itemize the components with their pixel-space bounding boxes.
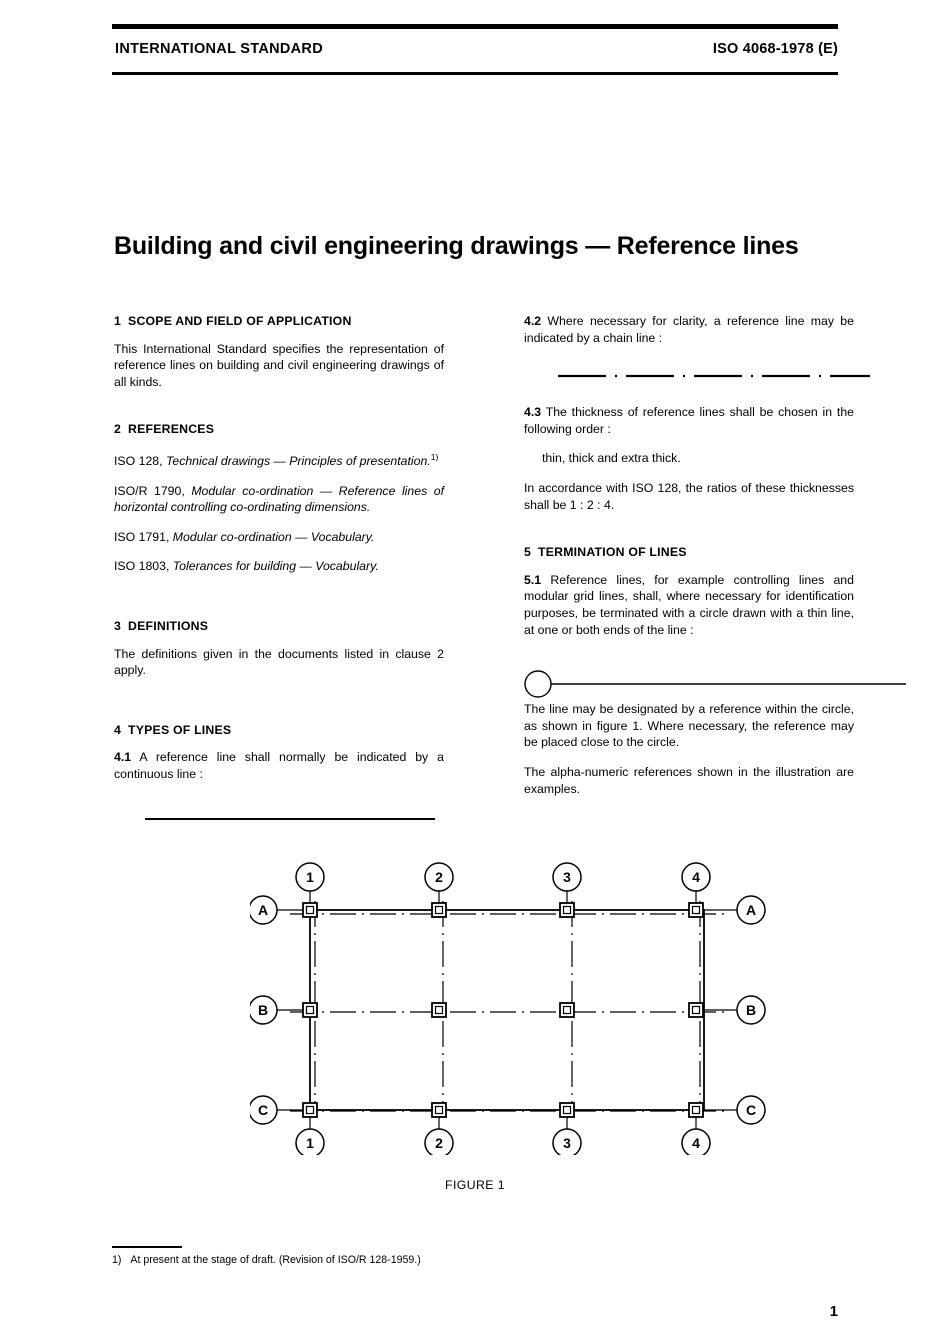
section-5-heading bbox=[524, 544, 854, 561]
figure-label-right-b: B bbox=[745, 1002, 757, 1018]
footnote bbox=[112, 1254, 421, 1266]
chain-line-sample-space bbox=[524, 359, 854, 404]
spacer bbox=[524, 526, 854, 544]
reference-code: ISO 1803, bbox=[114, 559, 170, 574]
section-2-title: REFERENCES bbox=[128, 422, 215, 437]
header-standard-label: INTERNATIONAL STANDARD bbox=[115, 41, 323, 57]
section-1-paragraph: This International Standard specifies the representation of reference lines on building and civil engineering drawings of all kinds. bbox=[114, 341, 444, 389]
clause-4-2-number: 4.2 bbox=[524, 314, 542, 328]
clause-5-1 bbox=[524, 572, 854, 638]
grid-node-markers bbox=[303, 903, 703, 1117]
reference-title: Modular co-ordination — Vocabulary. bbox=[172, 529, 375, 544]
grid-chain-lines-vertical bbox=[315, 901, 700, 1113]
figure-label-bottom-4: 4 bbox=[692, 1135, 700, 1151]
reference-title: Tolerances for building — Vocabulary. bbox=[172, 559, 379, 574]
section-1-number: 1 bbox=[114, 314, 122, 328]
reference-item bbox=[114, 558, 444, 575]
footnote-separator bbox=[112, 1246, 182, 1248]
perimeter-continuous-lines bbox=[310, 910, 704, 1110]
reference-item bbox=[114, 483, 444, 516]
figure-label-top-1: 1 bbox=[306, 869, 314, 885]
reference-code: ISO/R 1790, bbox=[114, 483, 185, 498]
clause-4-3-list: thin, thick and extra thick. bbox=[542, 451, 681, 466]
leader-lines bbox=[277, 877, 737, 1143]
clause-4-1-text: A reference line shall normally be indicated by a continuous line : bbox=[114, 750, 444, 781]
figure-label-left-b: B bbox=[257, 1002, 269, 1018]
termination-circle bbox=[525, 671, 551, 697]
figure-label-bottom-3: 3 bbox=[563, 1135, 571, 1151]
figure-label-top-3: 3 bbox=[563, 869, 571, 885]
page-title: Building and civil engineering drawings — Reference lines bbox=[114, 232, 799, 260]
figure-label-right-a: A bbox=[745, 902, 757, 918]
reference-code: ISO 128, bbox=[114, 454, 163, 469]
clause-4-3-note: In accordance with ISO 128, the ratios of these thicknesses shall be 1 : 2 : 4. bbox=[524, 480, 854, 512]
footnote-marker: 1) bbox=[430, 451, 439, 462]
clause-4-1 bbox=[114, 749, 444, 782]
clause-4-3 bbox=[524, 404, 854, 437]
reference-code: ISO 1791, bbox=[114, 529, 170, 544]
header-standard-number: ISO 4068-1978 (E) bbox=[712, 41, 838, 57]
right-column bbox=[524, 313, 854, 797]
section-3-heading bbox=[114, 618, 444, 635]
page-number: 1 bbox=[829, 1303, 838, 1320]
section-3-title: DEFINITIONS bbox=[128, 619, 209, 634]
figure-label-right-c: C bbox=[745, 1102, 757, 1118]
header-top-rule bbox=[112, 24, 838, 29]
section-4-number: 4 bbox=[114, 722, 122, 737]
examples-paragraph: The alpha-numeric references shown in the illustration are examples. bbox=[524, 764, 854, 796]
chain-line-sample bbox=[558, 374, 870, 377]
section-3-paragraph: The definitions given in the documents listed in clause 2 apply. bbox=[114, 646, 444, 678]
figure-label-top-4: 4 bbox=[692, 869, 700, 885]
figure-caption: FIGURE 1 bbox=[445, 1178, 505, 1192]
figure-label-left-a: A bbox=[257, 902, 269, 918]
figure-label-bottom-1: 1 bbox=[306, 1135, 314, 1151]
designation-paragraph: The line may be designated by a reference within the circle, as shown in figure 1. Where necessary, the reference may be placed close to the circle. bbox=[524, 702, 854, 750]
section-2-heading bbox=[114, 421, 444, 438]
section-5-number: 5 bbox=[524, 545, 532, 560]
clause-4-2 bbox=[524, 313, 854, 346]
spacer bbox=[114, 588, 444, 618]
header-bottom-rule bbox=[112, 72, 838, 75]
section-4-heading bbox=[114, 722, 444, 739]
reference-title: Modular co-ordination — Reference lines of horizontal controlling co-ordinating dimensions. bbox=[114, 483, 445, 515]
section-4-title: TYPES OF LINES bbox=[128, 722, 232, 737]
clause-5-1-text: Reference lines, for example controlling lines and modular grid lines, shall, where necessary for identification purposes, be terminated with a circle drawn with a thin line, at one or both ends of the line : bbox=[524, 572, 854, 637]
reference-item bbox=[114, 529, 444, 546]
clause-5-1-number: 5.1 bbox=[524, 572, 542, 587]
figure-circle-labels bbox=[258, 869, 756, 1151]
reference-title: Technical drawings — Principles of presentation. bbox=[165, 454, 431, 469]
clause-4-3-number: 4.3 bbox=[524, 405, 542, 420]
figure-label-top-2: 2 bbox=[435, 869, 443, 885]
spacer bbox=[114, 692, 444, 722]
footnote-number: 1) bbox=[112, 1254, 122, 1266]
left-column bbox=[114, 313, 444, 796]
grid-chain-lines-horizontal bbox=[290, 914, 728, 1111]
section-3-number: 3 bbox=[114, 619, 122, 634]
reference-item bbox=[114, 449, 444, 470]
clause-4-1-number: 4.1 bbox=[114, 750, 132, 765]
clause-4-2-text: Where necessary for clarity, a reference line may be indicated by a chain line : bbox=[524, 314, 854, 345]
clause-4-3-text: The thickness of reference lines shall be chosen in the following order : bbox=[524, 405, 854, 436]
spacer bbox=[114, 403, 444, 421]
section-1-title: SCOPE AND FIELD OF APPLICATION bbox=[128, 314, 352, 328]
circle-terminated-line-sample bbox=[524, 668, 906, 700]
section-5-title: TERMINATION OF LINES bbox=[538, 545, 687, 560]
figure-label-left-c: C bbox=[257, 1102, 269, 1118]
section-1-heading bbox=[114, 313, 444, 330]
section-2-number: 2 bbox=[114, 422, 122, 437]
figure-label-bottom-2: 2 bbox=[435, 1135, 443, 1151]
continuous-line-sample bbox=[145, 818, 435, 820]
footnote-text: At present at the stage of draft. (Revision of ISO/R 128-1959.) bbox=[130, 1254, 421, 1266]
figure-1-diagram bbox=[250, 855, 770, 1155]
